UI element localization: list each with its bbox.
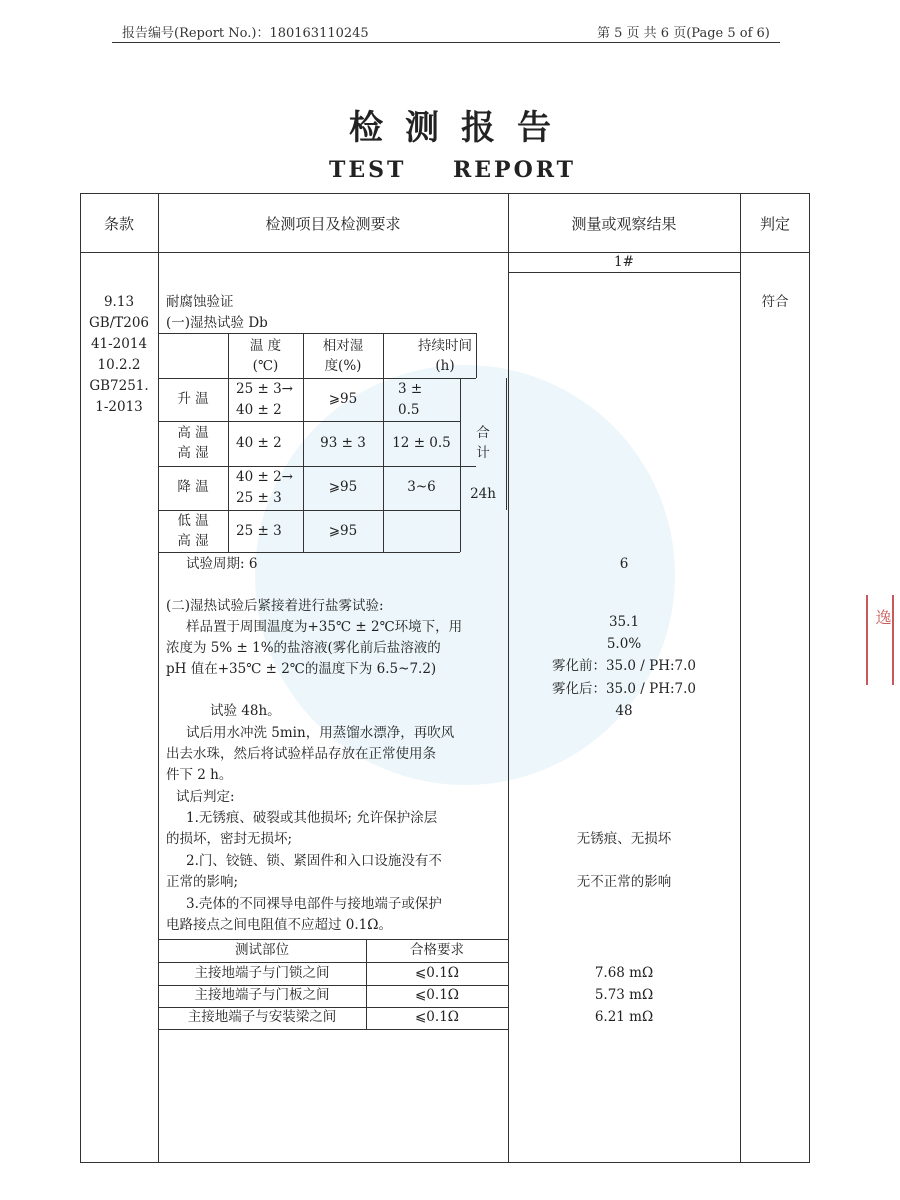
- header-clause: 条款: [103, 215, 134, 233]
- col-divider-3: [740, 193, 741, 1163]
- damp-line: [158, 333, 476, 334]
- res-req: ⩽0.1Ω: [415, 1009, 459, 1025]
- verdict: 符合: [761, 294, 789, 310]
- damp-stage: 降 温: [177, 479, 209, 495]
- judge-title: 试后判定:: [176, 789, 235, 805]
- clause-line: 41-2014: [90, 336, 148, 352]
- damp-line: [158, 466, 476, 467]
- res-line: [158, 1029, 508, 1030]
- damp-line: [158, 378, 476, 379]
- damp-total-label: 合: [476, 425, 490, 441]
- judge-line: 3.壳体的不同裸导电部件与接地端子或保护: [186, 896, 442, 912]
- damp-header-temp: 温 度: [249, 338, 282, 354]
- cycles-result: 6: [619, 556, 629, 572]
- damp-time: 3 ±: [398, 381, 423, 397]
- salt-line: pH 值在+35℃ ± 2℃的温度下为 6.5~7.2): [166, 661, 437, 677]
- test-name: 耐腐蚀验证: [166, 294, 234, 310]
- salt-line: 浓度为 5% ± 1%的盐溶液(雾化前后盐溶液的: [166, 640, 441, 656]
- rinse-line: 出去水珠，然后将试验样品存放在正常使用条: [166, 746, 436, 762]
- damp-header-duration-unit: (h): [435, 358, 455, 374]
- res-header-req: 合格要求: [410, 942, 464, 958]
- clause-line: 9.13: [103, 294, 135, 310]
- report-number: 报告编号(Report No.)：180163110245: [122, 26, 369, 41]
- res-part: 主接地端子与安装梁之间: [187, 1009, 337, 1025]
- damp-time: 12 ± 0.5: [392, 435, 451, 451]
- damp-rh: ⩾95: [328, 523, 358, 539]
- test-duration: 试验 48h。: [210, 703, 281, 719]
- damp-total-value: 24h: [470, 486, 496, 502]
- damp-time: 3~6: [407, 479, 436, 495]
- damp-temp: 25 ± 3: [236, 490, 282, 506]
- res-part: 主接地端子与门板之间: [194, 987, 330, 1003]
- salt-result: 5.0%: [606, 636, 642, 652]
- damp-temp: 40 ± 2: [236, 402, 282, 418]
- damp-temp: 40 ± 2: [236, 435, 282, 451]
- damp-total-label: 计: [476, 445, 490, 461]
- header-verdict: 判定: [759, 215, 790, 233]
- clause-line: 10.2.2: [97, 357, 141, 373]
- res-req: ⩽0.1Ω: [415, 987, 459, 1003]
- res-part: 主接地端子与门锁之间: [194, 965, 330, 981]
- res-result: 6.21 mΩ: [594, 1009, 654, 1025]
- salt-line: 样品置于周围温度为+35℃ ± 2℃环境下，用: [186, 619, 463, 635]
- salt-title: (二)湿热试验后紧接着进行盐雾试验:: [166, 598, 384, 614]
- salt-result: 雾化前：35.0 / PH:7.0: [551, 658, 697, 674]
- salt-result: 雾化后：35.0 / PH:7.0: [551, 681, 697, 697]
- res-result: 5.73 mΩ: [594, 987, 654, 1003]
- damp-header-duration: 持续时间: [418, 338, 472, 354]
- damp-time: 0.5: [398, 402, 420, 418]
- damp-stage: 高 湿: [177, 533, 209, 549]
- judge-line: 正常的影响;: [166, 874, 239, 890]
- damp-rh: 93 ± 3: [320, 435, 366, 451]
- damp-line: [460, 378, 461, 552]
- clause-line: GB7251.: [89, 378, 149, 394]
- rinse-line: 试后用水冲洗 5min，用蒸馏水漂净，再吹风: [186, 725, 455, 741]
- res-result: 7.68 mΩ: [594, 965, 654, 981]
- cycles-label: 试验周期: 6: [186, 556, 258, 572]
- damp-rh: ⩾95: [328, 391, 358, 407]
- salt-result: 35.1: [608, 614, 640, 630]
- damp-rh: ⩾95: [328, 479, 358, 495]
- judge-line: 电路接点之间电阻值不应超过 0.1Ω。: [166, 917, 392, 933]
- salt-result: 48: [615, 703, 633, 719]
- damp-temp: 25 ± 3→: [236, 381, 293, 397]
- res-header-part: 测试部位: [235, 942, 289, 958]
- rinse-line: 件下 2 h。: [166, 767, 233, 783]
- judge-line: 的损坏，密封无损坏;: [166, 831, 293, 847]
- seal-stamp: [866, 595, 894, 685]
- header-rule: [112, 42, 780, 43]
- sample-id: 1#: [614, 254, 634, 270]
- report-title-en-right: REPORT: [453, 157, 577, 183]
- res-req: ⩽0.1Ω: [415, 965, 459, 981]
- damp-heat-title: (一)湿热试验 Db: [166, 315, 268, 331]
- seal-stamp-text: 逸: [873, 609, 892, 625]
- damp-header-rh-unit: 度(%): [324, 358, 362, 374]
- judge-result: 无锈痕、无损坏: [576, 831, 672, 847]
- damp-stage: 低 温: [177, 513, 209, 529]
- report-title-cn: 检测报告: [349, 108, 573, 148]
- header-results: 测量或观察结果: [571, 215, 677, 233]
- damp-temp: 25 ± 3: [236, 523, 282, 539]
- damp-stage: 高 湿: [177, 445, 209, 461]
- damp-line: [158, 421, 460, 422]
- header-items: 检测项目及检测要求: [265, 215, 401, 233]
- damp-temp: 40 ± 2→: [236, 469, 293, 485]
- damp-header-rh: 相对湿: [322, 338, 364, 354]
- page-indicator: 第 5 页 共 6 页(Page 5 of 6): [597, 26, 770, 41]
- judge-line: 2.门、铰链、锁、紧固件和入口设施没有不: [186, 853, 442, 869]
- judge-line: 1.无锈痕、破裂或其他损坏; 允许保护涂层: [186, 810, 438, 826]
- damp-line: [158, 552, 460, 553]
- clause-line: 1-2013: [95, 399, 143, 415]
- judge-result: 无不正常的影响: [576, 874, 672, 890]
- report-title-en-left: TEST: [329, 157, 407, 183]
- clause-line: GB/T206: [88, 315, 150, 331]
- damp-line: [506, 378, 507, 510]
- damp-header-temp-unit: (℃): [252, 358, 279, 374]
- damp-stage: 升 温: [177, 391, 209, 407]
- damp-stage: 高 温: [177, 425, 209, 441]
